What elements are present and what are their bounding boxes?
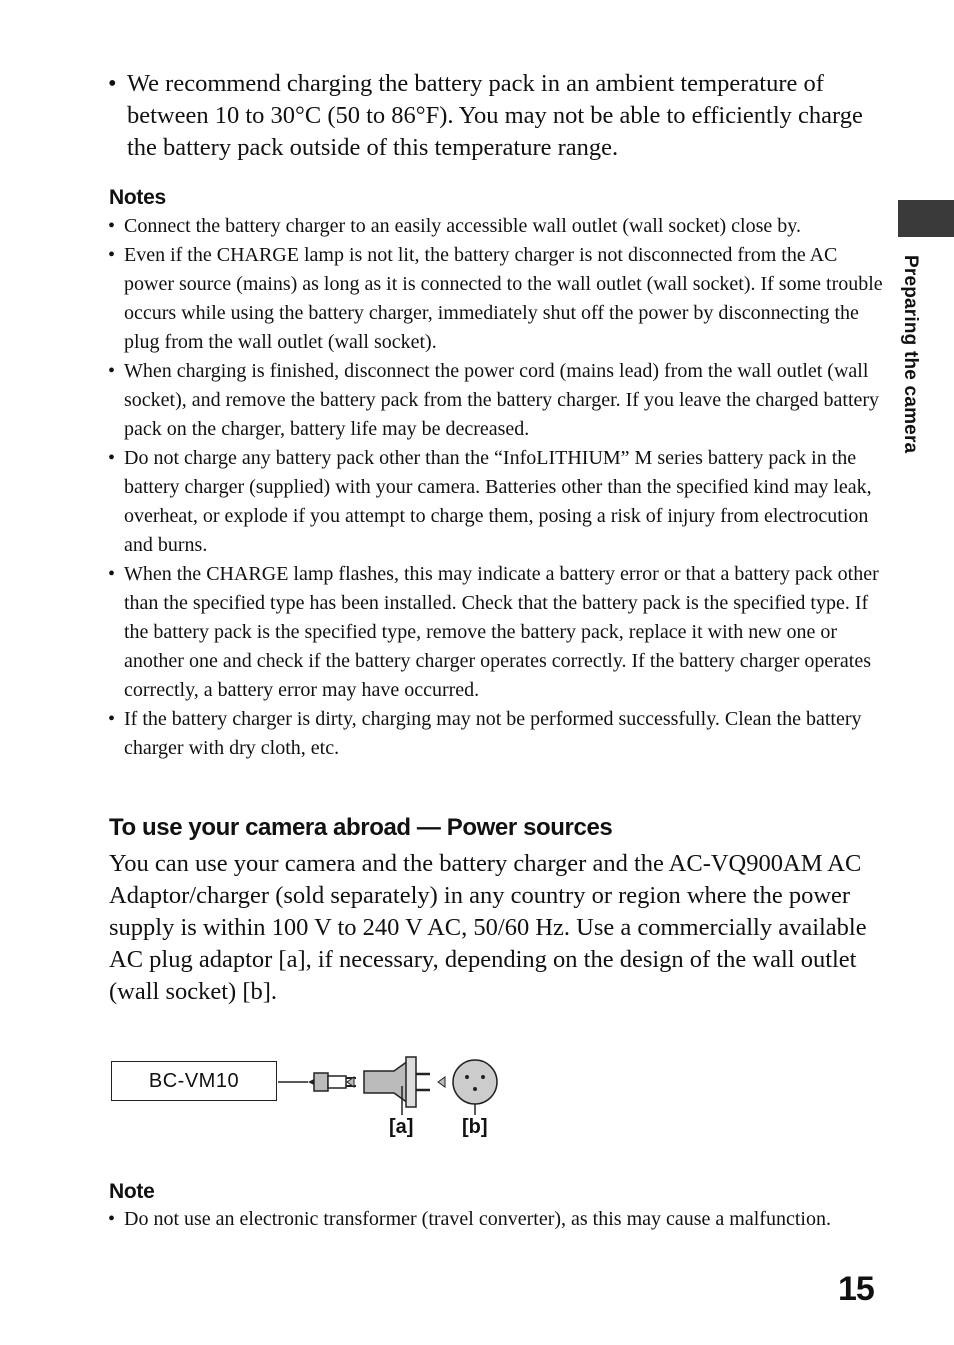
page-number: 15	[838, 1270, 874, 1308]
note-text: Even if the CHARGE lamp is not lit, the battery charger is not disconnected from the AC power source (mains) as long as it is connected to the wall outlet (wall socket). If some trouble occurs while using the battery charger, immediately shut off the power by disconnecting the plug from the wall outlet (wall socket).	[124, 244, 883, 353]
note-text: Do not charge any battery pack other than the “InfoLITHIUM” M series battery pack in the battery charger (supplied) with your camera. Batteries other than the specified kind may leak, overheat, or explode if you attempt to charge them, posing a risk of injury from electrocution and burns.	[124, 447, 872, 556]
section-heading: To use your camera abroad — Power sources	[109, 814, 613, 841]
note-list	[108, 1205, 868, 1234]
list-item: • When charging is finished, disconnect the power cord (mains lead) from the wall outlet (wall socket), and remove the battery pack from the battery charger. If you leave the charged battery pack on the charger, battery life may be decreased.	[108, 360, 880, 440]
bullet-marker: •	[108, 70, 117, 97]
note-text: When charging is finished, disconnect the power cord (mains lead) from the wall outlet (wall socket), and remove the battery pack from the battery charger. If you leave the charged battery pack on the charger, battery life may be decreased.	[124, 360, 880, 440]
label-b: [b]	[462, 1116, 488, 1138]
list-item: • Do not charge any battery pack other than the “InfoLITHIUM” M series battery pack in the battery charger (supplied) with your camera. Batteries other than the specified kind may leak, overheat, or explode if you attempt to charge them, posing a risk of injury from electrocution and burns.	[108, 447, 872, 556]
list-item: • Do not use an electronic transformer (travel converter), as this may cause a malfunction.	[108, 1208, 831, 1230]
wall-socket-icon	[453, 1060, 497, 1104]
plug-adaptor-figure	[108, 1052, 528, 1152]
note-text: If the battery charger is dirty, charging may not be performed successfully. Clean the battery charger with dry cloth, etc.	[124, 708, 862, 759]
intro-bullet	[108, 68, 868, 164]
list-item: • Even if the CHARGE lamp is not lit, the battery charger is not disconnected from the AC power source (mains) as long as it is connected to the wall outlet (wall socket). If some trouble occurs while using the battery charger, immediately shut off the power by disconnecting the plug from the wall outlet (wall socket).	[108, 244, 883, 353]
note-text: When the CHARGE lamp flashes, this may indicate a battery error or that a battery pack other than the specified type has been installed. Check that the battery pack is the specified type. If the battery pack is the specified type, remove the battery pack, replace it with new one or another one and check if the battery charger operates correctly. If the battery charger operates correctly, a battery error may have occurred.	[124, 563, 879, 701]
list-item: • When the CHARGE lamp flashes, this may indicate a battery error or that a battery pack other than the specified type has been installed. Check that the battery pack is the specified type. If the battery pack is the specified type, remove the battery pack, replace it with new one or another one and check if the battery charger operates correctly. If the battery charger operates correctly, a battery error may have occurred.	[108, 563, 879, 701]
cord-tip-icon	[308, 1079, 314, 1085]
note-heading: Note	[109, 1180, 155, 1203]
list-item: • If the battery charger is dirty, charging may not be performed successfully. Clean the battery charger with dry cloth, etc.	[108, 708, 862, 759]
section-body: You can use your camera and the battery charger and the AC-VQ900AM AC Adaptor/charger (sold separately) in any country or region where the power supply is within 100 V to 240 V AC, 50/60 Hz. Use a commercially available AC plug adaptor [a], if necessary, depending on the design of the wall outlet (wall socket) [b].	[109, 850, 867, 1005]
sidebar-section-label: Preparing the camera	[900, 255, 921, 454]
label-a: [a]	[389, 1116, 414, 1138]
arrow-right-icon	[438, 1077, 445, 1087]
note-text: Connect the battery charger to an easily accessible wall outlet (wall socket) close by.	[124, 215, 801, 237]
note-text: Do not use an electronic transformer (travel converter), as this may cause a malfunction.	[124, 1208, 831, 1230]
notes-heading: Notes	[109, 186, 166, 209]
section-tab-marker	[898, 200, 954, 237]
list-item: • Connect the battery charger to an easily accessible wall outlet (wall socket) close by.	[108, 215, 801, 237]
charger-plug-icon	[314, 1073, 328, 1091]
charger-model-box: BC-VM10	[111, 1061, 277, 1101]
notes-list	[108, 212, 883, 763]
intro-text: We recommend charging the battery pack in an ambient temperature of between 10 to 30°C (50 to 86°F). You may not be able to efficiently charge the battery pack outside of this temperature range.	[127, 70, 863, 161]
